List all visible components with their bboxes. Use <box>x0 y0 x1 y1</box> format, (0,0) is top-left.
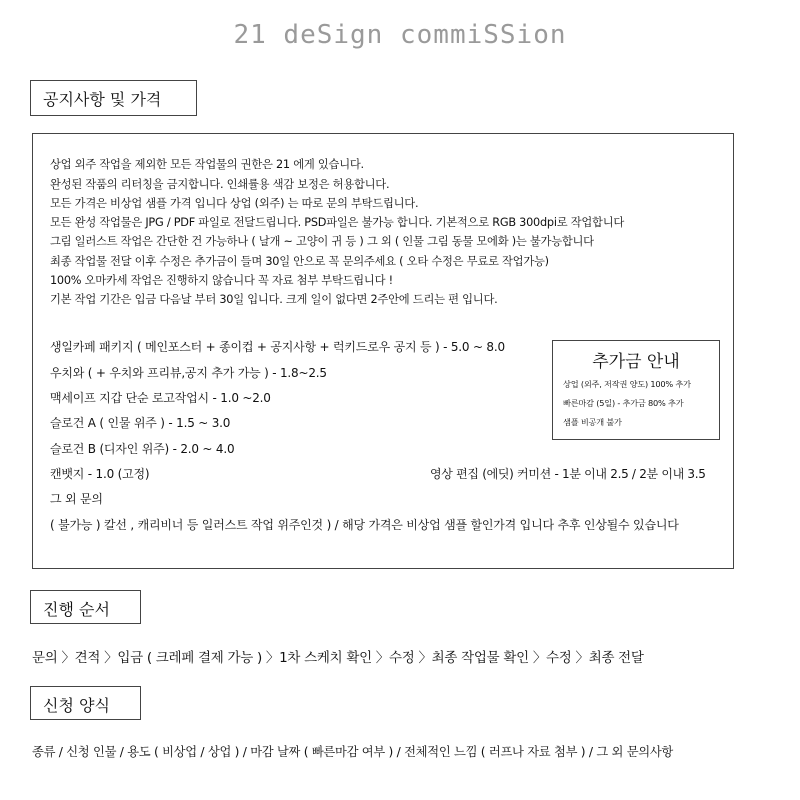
price-disclaimer: ( 불가능 ) 칼선 , 캐리비너 등 일러스트 작업 위주인것 ) / 해당 가격은 비상업 샘플 할인가격 입니다 추후 인상될수 있습니다 <box>50 518 679 532</box>
price-item: 생일카페 패키지 ( 메인포스터 + 종이컵 + 공지사항 + 럭키드로우 공지 등 ) - 5.0 ~ 8.0 <box>50 340 505 354</box>
video-editing-price: 영상 편집 (에딧) 커미션 - 1분 이내 2.5 / 2분 이내 3.5 <box>430 467 706 481</box>
notice-line: 완성된 작품의 리터칭을 금지합니다. 인쇄률용 색감 보정은 허용합니다. <box>50 178 390 191</box>
price-item: 그 외 문의 <box>50 492 103 506</box>
notice-line: 그림 일러스트 작업은 간단한 건 가능하나 ( 날개 ~ 고양이 귀 등 ) 그 외 ( 인물 그림 동물 모에화 )는 불가능합니다 <box>50 235 594 248</box>
process-flow: 문의 〉견적 〉입금 ( 크레페 결제 가능 ) 〉1차 스케치 확인 〉수정 〉최종 작업물 확인 〉수정 〉최종 전달 <box>32 650 644 666</box>
notice-line: 모든 완성 작업물은 JPG / PDF 파일로 전달드립니다. PSD파일은 불가능 합니다. 기본적으로 RGB 300dpi로 작업합니다 <box>50 216 625 229</box>
notice-line: 기본 작업 기간은 입금 다음날 부터 30일 입니다. 크게 일이 없다면 2주안에 드리는 편 입니다. <box>50 293 498 306</box>
section-title-process: 진행 순서 <box>30 590 141 624</box>
section-title-application-form: 신청 양식 <box>30 686 141 720</box>
application-form-fields: 종류 / 신청 인물 / 용도 ( 비상업 / 상업 ) / 마감 날짜 ( 빠른마감 여부 ) / 전체적인 느낌 ( 러프나 자료 첨부 ) / 그 외 문의사항 <box>32 745 674 759</box>
price-item: 맥세이프 지갑 단순 로고작업시 - 1.0 ~2.0 <box>50 391 271 405</box>
notice-line: 100% 오마카세 작업은 진행하지 않습니다 꼭 자료 첨부 부탁드립니다 ! <box>50 274 393 287</box>
extra-fee-box <box>552 340 720 440</box>
notice-line: 모든 가격은 비상업 샘플 가격 입니다 상업 (외주) 는 따로 문의 부탁드립니다. <box>50 197 419 210</box>
extra-fee-line: 샘플 비공개 불가 <box>563 417 622 427</box>
extra-fee-line: 빠른마감 (5일) - 추가금 80% 추가 <box>563 398 684 408</box>
page-title: 21 deSign commiSSion <box>233 20 567 50</box>
section-title-notice-price: 공지사항 및 가격 <box>30 80 197 116</box>
notice-line: 최종 작업물 전달 이후 수정은 추가금이 들며 30일 안으로 꼭 문의주세요 ( 오타 수정은 무료로 작업가능) <box>50 255 549 268</box>
price-item: 우치와 ( + 우치와 프리뷰,공지 추가 가능 ) - 1.8~2.5 <box>50 366 327 380</box>
extra-fee-line: 상업 (외주, 저작권 양도) 100% 추가 <box>563 379 691 389</box>
notice-line: 상업 외주 작업을 제외한 모든 작업물의 권한은 21 에게 있습니다. <box>50 158 364 171</box>
price-item: 슬로건 A ( 인물 위주 ) - 1.5 ~ 3.0 <box>50 416 231 430</box>
extra-fee-title: 추가금 안내 <box>592 352 680 372</box>
price-item: 캔뱃지 - 1.0 (고정) <box>50 467 150 481</box>
price-item: 슬로건 B (디자인 위주) - 2.0 ~ 4.0 <box>50 442 235 456</box>
